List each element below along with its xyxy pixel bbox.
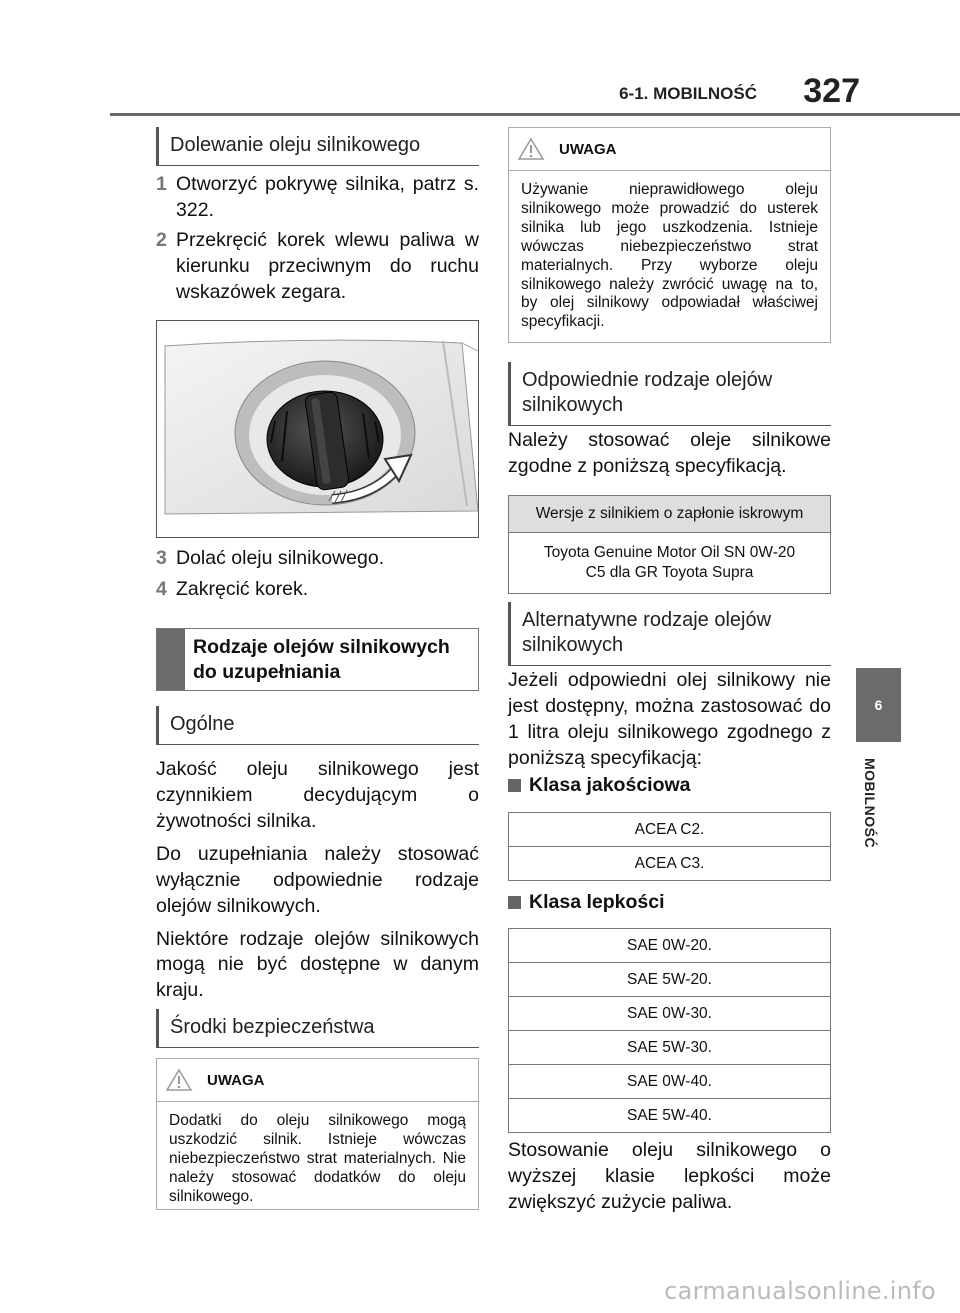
- header-divider: [110, 113, 960, 116]
- step-text: Dolać oleju silnikowego.: [176, 547, 385, 569]
- viscosity-table: [508, 928, 831, 1133]
- step-item: [156, 546, 479, 572]
- general-paragraph: Jakość oleju silnikowego jest czynnikiem decydującym o żywotności silnika.: [156, 758, 479, 832]
- refill-subheading: Dolewanie oleju silnikowego: [156, 127, 479, 166]
- alternative-subheading: Alternatywne rodzaje olejów silnikowych: [508, 602, 831, 666]
- caution-text: Używanie nieprawidłowego oleju silnikowego może prowadzić do usterek silnika lub jego uszkodzenia. Istnieje wówczas niebezpieczeństwo strat materialnych. Przy wyborze oleju silnikowego należy zwrócić uwagę na to, by olej silnikowy odpowiadał właściwej specyfikacji.: [521, 181, 818, 331]
- step-text: Zakręcić korek.: [176, 577, 309, 600]
- quality-class-label: [508, 774, 691, 797]
- oil-cap-drawing: [157, 321, 478, 537]
- caution-label: UWAGA: [559, 140, 617, 158]
- general-paragraph: Do uzupełniania należy stosować wyłącznie odpowiednie rodzaje olejów silnikowych.: [156, 842, 479, 917]
- bullet-square-icon: [508, 779, 521, 792]
- step-item: [156, 577, 479, 603]
- viscosity-class-text: Klasa lepkości: [529, 891, 665, 913]
- bullet-square-icon: [508, 896, 521, 909]
- caution-header: [157, 1059, 478, 1102]
- quality-class-text: Klasa jakościowa: [529, 774, 691, 796]
- table-row: ACEA C3.: [634, 855, 705, 872]
- suitable-subheading: Odpowiednie rodzaje olejów silnikowych: [508, 362, 831, 426]
- heading-bar: [157, 629, 185, 690]
- steps-1-2: [156, 172, 479, 306]
- caution-label: UWAGA: [207, 1071, 265, 1089]
- step-text: Otworzyć pokrywę silnika, patrz s. 322.: [176, 173, 479, 221]
- chapter-tab-label: MOBILNOŚĆ: [862, 758, 878, 849]
- table-row: SAE 5W-30.: [509, 1031, 830, 1065]
- caution-text: Dodatki do oleju silnikowego mogą uszkodzić silnik. Istnieje wówczas niebezpieczeństwo strat materialnych. Nie należy stosować dodatków do oleju silnikowego.: [169, 1112, 466, 1205]
- step-number: 3: [156, 547, 167, 569]
- viscosity-class-label: [508, 891, 665, 914]
- table-row: SAE 0W-30.: [509, 997, 830, 1031]
- spec-body: [509, 533, 830, 593]
- closing-text: Stosowanie oleju silnikowego o wyższej klasie lepkości może zwiększyć zużycie paliwa.: [508, 1139, 831, 1213]
- steps-3-4: [156, 546, 479, 603]
- general-paragraph: Niektóre rodzaje olejów silnikowych mogą nie być dostępne w danym kraju.: [156, 927, 479, 1002]
- caution-box-left: [156, 1058, 479, 1210]
- caution-box-right: [508, 127, 831, 343]
- safety-subheading: Środki bezpieczeństwa: [156, 1009, 479, 1048]
- table-row: SAE 5W-40.: [626, 1107, 712, 1124]
- oil-types-heading-box: [156, 628, 479, 691]
- table-row: SAE 5W-20.: [509, 963, 830, 997]
- step-number: 1: [156, 173, 167, 195]
- spec-line: Toyota Genuine Motor Oil SN 0W-20: [543, 544, 796, 561]
- oil-cap-illustration: [156, 320, 479, 538]
- spec-header: Wersje z silnikiem o zapłonie iskrowym: [509, 496, 830, 533]
- oil-types-heading: Rodzaje olejów silnikowych do uzupełniania: [193, 636, 450, 684]
- quality-table: [508, 812, 831, 881]
- page-number: 327: [803, 72, 860, 110]
- chapter-tab: 6: [856, 668, 901, 742]
- warning-triangle-icon: [517, 137, 545, 161]
- general-text: [156, 757, 479, 1004]
- table-row: ACEA C2.: [509, 813, 830, 847]
- alternative-text: Jeżeli odpowiedni olej silnikowy nie jest dostępny, można zastosować do 1 litra oleju silnikowego zgodnego z poniższą specyfikacją:: [508, 669, 831, 769]
- spec-table: [508, 495, 831, 594]
- step-number: 2: [156, 228, 167, 251]
- step-item: [156, 228, 479, 306]
- table-row: SAE 0W-20.: [509, 929, 830, 963]
- table-row: SAE 0W-40.: [509, 1065, 830, 1099]
- step-item: [156, 172, 479, 224]
- spec-line: C5 dla GR Toyota Supra: [585, 564, 754, 582]
- caution-header: [509, 128, 830, 171]
- step-number: 4: [156, 577, 167, 600]
- section-title: 6-1. MOBILNOŚĆ: [619, 84, 757, 103]
- suitable-text: Należy stosować oleje silnikowe zgodne z poniższą specyfikacją.: [508, 429, 831, 477]
- watermark: carmanualsonline.info: [664, 1277, 936, 1305]
- step-text: Przekręcić korek wlewu paliwa w kierunku przeciwnym do ruchu wskazówek zegara.: [176, 228, 479, 303]
- warning-triangle-icon: [165, 1068, 193, 1092]
- general-subheading: Ogólne: [156, 706, 479, 745]
